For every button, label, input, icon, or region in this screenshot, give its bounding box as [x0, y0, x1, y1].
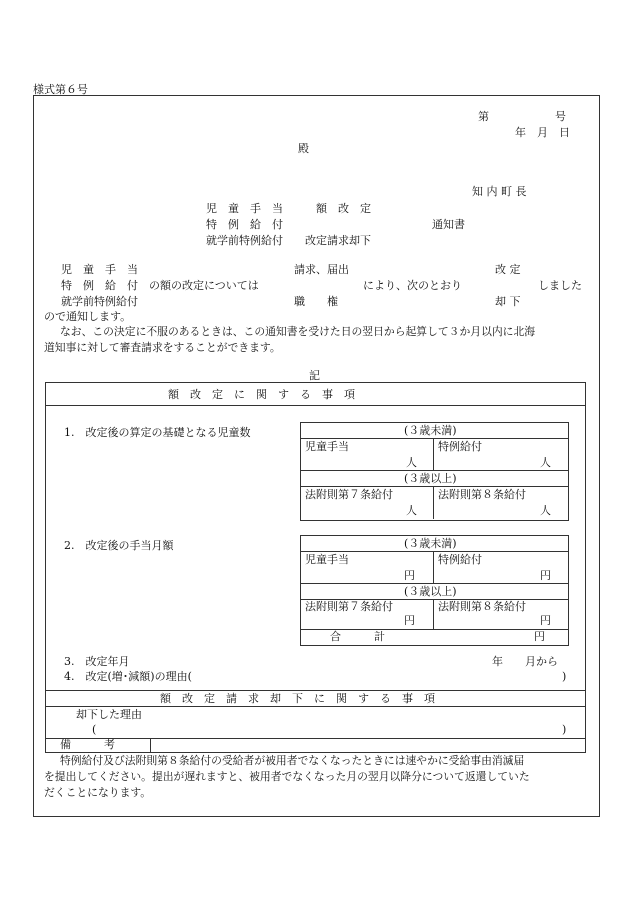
- rejection-open-paren: (: [92, 723, 97, 736]
- footer-line1: 特例給付及び法附則第８条給付の受給者が被用者でなくなったときには速やかに受給事由消滅届: [60, 754, 525, 767]
- unit-yen: 円: [540, 569, 551, 582]
- footer-line3: だくことになります。: [44, 786, 152, 799]
- section2-heading: 額 改 定 請 求 却 下 に 関 す る 事 項: [160, 692, 435, 705]
- rejection-reason-label: 却下した理由: [76, 708, 142, 721]
- unit-person: 人: [406, 456, 417, 469]
- issue-date: 年 月 日: [515, 126, 570, 139]
- sender: 知 内 町 長: [472, 185, 527, 198]
- footer-line2: を提出してください。提出が遅れますと、被用者でなくなった月の翌月以降分について返還していた: [44, 770, 530, 783]
- item4-label: 4. 改定(増･減額)の理由(: [64, 670, 192, 683]
- over3-label: (３歳以上): [404, 472, 457, 485]
- item3-value: 年 月から: [492, 655, 558, 668]
- unit-yen: 円: [404, 569, 415, 582]
- body-r2-mid: により、次のとおり: [363, 279, 462, 292]
- fusoku7-label: 法附則第７条給付: [305, 488, 393, 501]
- tokurei-label: 特例給付: [438, 440, 482, 453]
- fusoku8-label: 法附則第８条給付: [438, 600, 526, 613]
- body-r1-mid: 請求、届出: [294, 263, 349, 276]
- unit-yen: 円: [404, 614, 415, 627]
- unit-yen: 円: [534, 630, 545, 643]
- rejection-close-paren: ): [562, 723, 567, 736]
- body-r4: ので通知します。: [44, 310, 132, 323]
- body-r3-left: 就学前特例給付: [61, 295, 138, 308]
- form-number: 様式第６号: [33, 83, 88, 96]
- jidou-teate-label: 児童手当: [305, 553, 349, 566]
- total-label: 合 計: [330, 630, 385, 643]
- jidou-teate-label: 児童手当: [305, 440, 349, 453]
- unit-person: 人: [540, 504, 551, 517]
- document-number: 第 号: [478, 110, 566, 123]
- body-r1-left: 児 童 手 当: [61, 263, 138, 276]
- body-r3-mid: 職 権: [294, 295, 338, 308]
- under3-label: (３歳未満): [404, 537, 457, 550]
- item1-label: 1. 改定後の算定の基礎となる児童数: [64, 426, 251, 439]
- body-r2-left: 特 例 給 付 の額の改定については: [61, 279, 259, 292]
- fusoku8-label: 法附則第８条給付: [438, 488, 526, 501]
- body-r1-right: 改 定: [495, 263, 521, 276]
- tokurei-label: 特例給付: [438, 553, 482, 566]
- title-line1: 児 童 手 当 額 改 定: [206, 202, 371, 215]
- body-notice-line2: 道知事に対して審査請求をすることができます。: [44, 341, 281, 354]
- item2-label: 2. 改定後の手当月額: [64, 539, 174, 552]
- addressee-suffix: 殿: [298, 142, 309, 155]
- body-r3-right: 却 下: [495, 295, 521, 308]
- unit-person: 人: [406, 504, 417, 517]
- ki-heading: 記: [309, 369, 320, 382]
- body-r2-right: しました: [538, 279, 582, 292]
- remarks-label: 備 考: [60, 738, 115, 751]
- unit-person: 人: [540, 456, 551, 469]
- title-line2: 特 例 給 付: [206, 218, 283, 231]
- title-line3: 就学前特例給付 改定請求却下: [206, 234, 371, 247]
- item4-close: ): [562, 670, 567, 683]
- section1-heading: 額 改 定 に 関 す る 事 項: [168, 388, 355, 401]
- item3-label: 3. 改定年月: [64, 655, 130, 668]
- fusoku7-label: 法附則第７条給付: [305, 600, 393, 613]
- title-line2-suffix: 通知書: [432, 218, 465, 231]
- unit-yen: 円: [540, 614, 551, 627]
- body-notice-line1: なお、この決定に不服のあるときは、この通知書を受けた日の翌日から起算して３か月以内に北海: [60, 325, 536, 338]
- under3-label: (３歳未満): [404, 424, 457, 437]
- over3-label: (３歳以上): [404, 585, 457, 598]
